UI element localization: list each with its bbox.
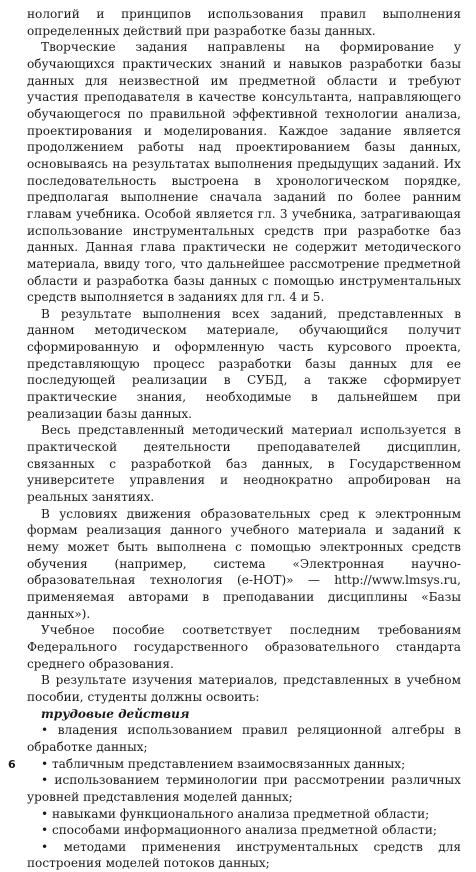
page-body [27,6,461,872]
list-item: • использованием терминологии при рассмотрении различных уровней представления моделей данных; [27,773,461,804]
list-item: • владения использованием правил реляционной алгебры в обработке данных; [27,723,461,754]
paragraph: В результате изучения материалов, представленных в учебном пособии, студенты должны освоить: [27,673,461,704]
paragraph: В результате выполнения всех заданий, представленных в данном методическом материале, обучающийся получит сформированную и оформленную часть курсового проекта, представляющую процесс разработки базы данных для ее последующей реализации в СУБД, а также сформирует практические знания, необходимые в дальнейшем при реализации базы данных. [27,306,461,421]
subheading: трудовые действия [41,706,190,721]
paragraph: Творческие задания направлены на формирование у обучающихся практических знаний и навыков разработки базы данных для неизвестной им предметной области и требуют участия преподавателя в качестве консультанта, направляющего обучающегося по правильной эффективной технологии анализа, проектирования и моделирования. Каждое задание является продолжением работы над проектированием базы данных, основываясь на результатах выполнения предыдущих заданий. Их последовательность выстроена в хронологическом порядке, предполагая выполнение сначала заданий по более ранним главам учебника. Особой является гл. 3 учебника, затрагивающая использование инструментальных средств при разработке баз данных. Данная глава практически не содержит методического материала, ввиду того, что дальнейшее рассмотрение предметной области и разработка базы данных с помощью инструментальных средств выполняется в заданиях для гл. 4 и 5. [27,40,461,305]
list-item: • навыками функционального анализа предметной области; [41,806,430,821]
list-item: • табличным представлением взаимосвязанных данных; [41,756,406,771]
paragraph: нологий и принципов использования правил выполнения определенных действий при разработке базы данных. [27,7,461,38]
paragraph: В условиях движения образовательных сред к электронным формам реализация данного учебного материала и заданий к нему может быть выполнена с помощью электронных средств обучения (например, система «Электронная научно-образовательная технология (e-НОТ)» — http://www.lmsys.ru, применяемая авторами в преподавании дисциплины «Базы данных»). [27,506,461,621]
paragraph: Весь представленный методический материал используется в практической деятельности преподавателей дисциплин, связанных с разработкой баз данных, в Государственном университете управления и неоднократно апробирован на реальных занятиях. [27,423,461,505]
list-item: • методами применения инструментальных средств для построения моделей потоков данных; [27,839,461,871]
page-number: 6 [8,758,16,771]
paragraph: Учебное пособие соответствует последним требованиям Федерального государственного образовательного стандарта среднего образования. [27,623,461,671]
list-item: • способами информационного анализа предметной области; [41,823,437,838]
